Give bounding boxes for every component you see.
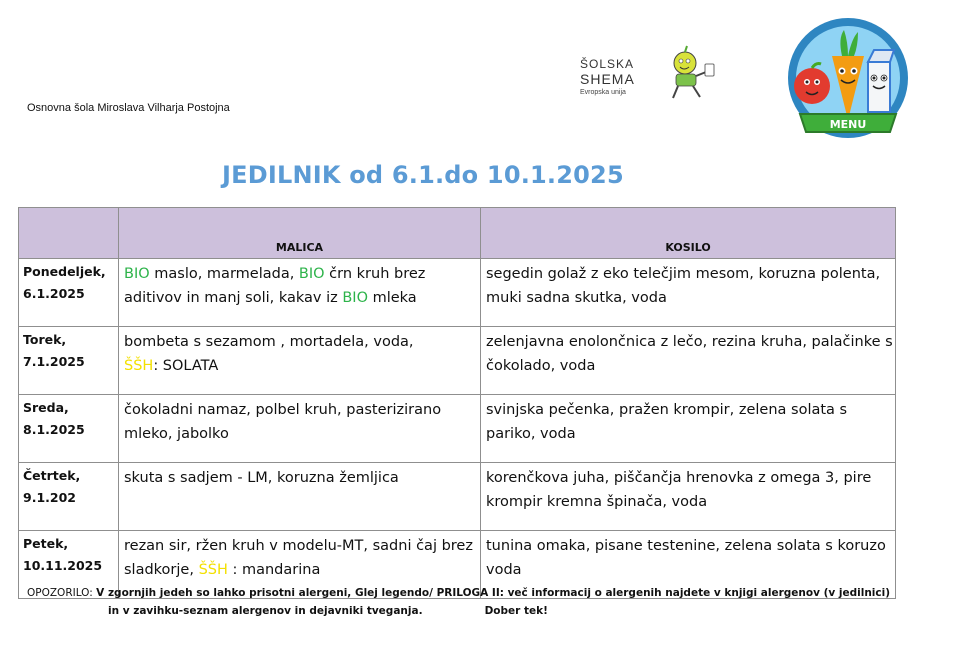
label-green: BIO — [342, 290, 368, 306]
day-name: Sreda, — [23, 400, 69, 415]
logo-shema-line1: ŠOLSKA — [580, 57, 635, 71]
malica-text: rezan sir, ržen kruh v modelu-MT, sadni čaj brez sladkorje, — [124, 538, 473, 578]
day-date: 10.11.2025 — [23, 558, 103, 573]
closing-text: Dober tek! — [484, 605, 548, 617]
kosilo-cell: tunina omaka, pisane testenine, zelena solata s koruzo voda — [481, 531, 896, 599]
logo-shema-line3: Evropska unija — [580, 89, 626, 96]
malica-text: črn kruh brez aditivov in manj soli, kakav iz — [124, 266, 426, 306]
malica-text: : mandarina — [227, 562, 321, 578]
table-row — [19, 395, 896, 463]
day-date: 7.1.2025 — [23, 354, 85, 369]
malica-text: : SOLATA — [153, 358, 219, 374]
table-row — [19, 327, 896, 395]
day-name: Petek, — [23, 536, 69, 551]
school-name: Osnovna šola Miroslava Vilharja Postojna — [27, 102, 230, 114]
header-row — [19, 208, 896, 259]
label-yellow: ŠŠH — [124, 358, 154, 374]
notice-line2: in v zavihku-seznam alergenov in dejavniki tveganja. — [108, 605, 423, 617]
day-date: 9.1.202 — [23, 490, 76, 505]
malica-cell — [119, 259, 481, 327]
malica-text: čokoladni namaz, polbel kruh, pasterizirano mleko, jabolko — [124, 402, 442, 442]
menu-table — [18, 207, 896, 599]
malica-cell — [119, 463, 481, 531]
school-scheme-logo — [578, 44, 738, 100]
kosilo-cell: korenčkova juha, piščančja hrenovka z omega 3, pire krompir kremna špinača, voda — [481, 463, 896, 531]
day-name: Ponedeljek, — [23, 264, 106, 279]
label-green: BIO — [298, 266, 325, 282]
malica-cell — [119, 327, 481, 395]
malica-cell — [119, 395, 481, 463]
table-row — [19, 259, 896, 327]
kosilo-cell: svinjska pečenka, pražen krompir, zelena solata s pariko, voda — [481, 395, 896, 463]
malica-text: maslo, marmelada, — [149, 266, 299, 282]
page-title: JEDILNIK od 6.1.do 10.1.2025 — [222, 161, 624, 189]
malica-text: skuta s sadjem - LM, koruzna žemljica — [124, 470, 399, 486]
day-cell — [19, 259, 119, 327]
day-cell — [19, 327, 119, 395]
menu-logo — [786, 16, 910, 144]
logo-shema-line2: SHEMA — [580, 71, 635, 87]
day-cell — [19, 395, 119, 463]
day-name: Četrtek, — [23, 468, 81, 483]
kosilo-cell: zelenjavna enolončnica z lečo, rezina kruha, palačinke s čokolado, voda — [481, 327, 896, 395]
notice-label: OPOZORILO: — [27, 587, 93, 599]
malica-text: mleka — [367, 290, 417, 306]
table-row — [19, 463, 896, 531]
menu-badge-text: MENU — [829, 118, 867, 131]
milk-carton-icon — [868, 50, 894, 112]
notice-line1: V zgornjih jedeh so lahko prisotni alergeni, Glej legendo/ PRILOGA II: več informacij o alergenih najdete v knjigi alergenov (v jedilnici) — [96, 587, 891, 599]
day-cell — [19, 463, 119, 531]
header-malica: MALICA — [119, 208, 481, 259]
label-yellow: ŠŠH — [198, 562, 228, 578]
apple-mascot-icon — [673, 46, 714, 98]
header-kosilo: KOSILO — [481, 208, 896, 259]
kosilo-cell: segedin golaž z eko telečjim mesom, koruzna polenta, muki sadna skutka, voda — [481, 259, 896, 327]
header-empty — [19, 208, 119, 259]
day-date: 8.1.2025 — [23, 422, 85, 437]
day-name: Torek, — [23, 332, 67, 347]
day-date: 6.1.2025 — [23, 286, 85, 301]
malica-text: bombeta s sezamom , mortadela, voda, — [124, 334, 414, 350]
allergen-notice — [27, 584, 890, 620]
label-green: BIO — [124, 266, 150, 282]
